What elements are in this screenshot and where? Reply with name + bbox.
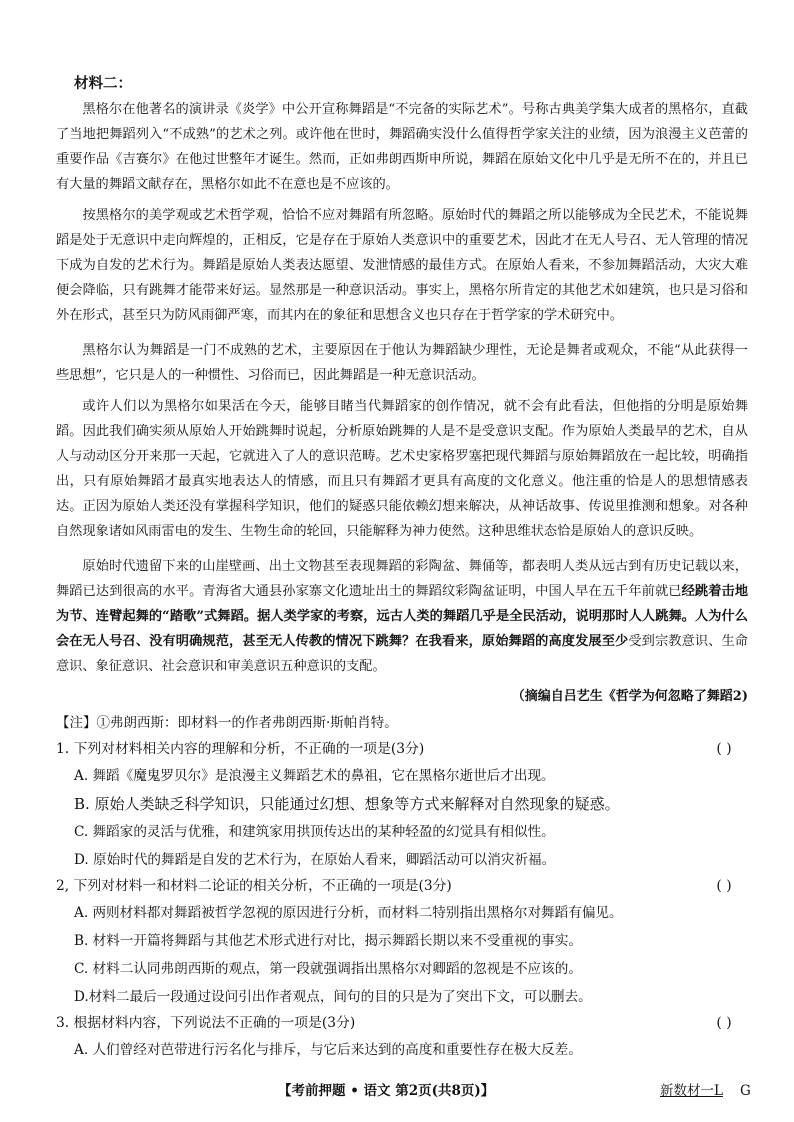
material-heading: 材料二：: [74, 75, 132, 92]
footer-letter: G: [740, 1083, 751, 1099]
question-1-stem: 1. 下列对材料相关内容的理解和分析，不正确的一项是(3分): [56, 741, 425, 757]
question-1-row: [56, 737, 748, 762]
paragraph-1: 黑格尔在他著名的演讲录《炎学》中公开宣称舞蹈是“不完备的实际艺术”。号称古典美学集大成者的黑格尔，直截了当地把舞蹈列入“不成熟”的艺术之列。或许他在世时，舞蹈确实没什么值得哲学家关注的业绩，因为浪漫主义芭蕾的重要作品《吉赛尔》在他过世整年才诞生。然而，正如弗朗西斯申所说，舞蹈在原始文化中几乎是无所不在的，并且已有大量的舞蹈文献存在，黑格尔如此不在意也是不应该的。: [56, 102, 748, 192]
paragraph-5-plain-after: 受到宗教意识、生命意识、象征意识、社会意识和审美意识五种意识的支配。: [56, 634, 748, 674]
paragraph-5: [56, 554, 748, 679]
paragraph-5-plain-before: 原始时代遗留下来的山崖壁画、出土文物甚至表现舞蹈的彩陶盆、舞俑等，都表明人类从远古到有历史记载以来，舞蹈已达到很高的水平。青海省大通县孙家寨文化遗址出土的舞蹈纹彩陶盆证明，中国人早在五千年前就已: [56, 559, 748, 599]
footer-series-label: 新数材一L: [660, 1083, 723, 1099]
question-2-option-c: C. 材料二认同弗朗西斯的观点，第一段就强调指出黑格尔对卿蹈的忽视是不应该的。: [74, 961, 582, 977]
question-3-answer-blank[interactable]: ( ): [716, 1015, 732, 1031]
question-2-option-d: D.材料二最后一段通过设问引出作者观点，间句的目的只是为了突出下文，可以删去。: [74, 989, 592, 1005]
question-2-option-b: B. 材料一开篇将舞蹈与其他艺术形式进行对比，揭示舞蹈长期以来不受重视的事实。: [74, 933, 583, 949]
question-1-option-a: A. 舞蹈《魔鬼罗贝尔》是浪漫主义舞蹈艺术的鼻祖，它在黑格尔逝世后才出现。: [74, 768, 555, 784]
question-2-option-a: A. 两则材料都对舞蹈被哲学忽视的原因进行分析，而材料二特别指出黑格尔对舞蹈有偏见。: [74, 905, 623, 921]
question-2-row: [56, 874, 748, 899]
question-1-option-b: B. 原始人类缺乏科学知识，只能通过幻想、想象等方式来解释对自然现象的疑惑。: [74, 795, 620, 813]
source-citation: （摘编自吕艺生《哲学为何忽略了舞蹈2): [511, 689, 748, 704]
question-1: [56, 737, 748, 874]
question-3-option-a: A. 人们曾经对芭带进行污名化与排斥，与它后来达到的高度和重要性存在极大反差。: [74, 1042, 582, 1058]
page-content: [56, 72, 748, 1064]
paragraph-2: 按黑格尔的美学观或艺术哲学观，恰恰不应对舞蹈有所忽略。原始时代的舞蹈之所以能够成为全民艺术，不能说舞蹈是处于无意识中走向辉煌的，正相反，它是存在于原始人类意识中的重要艺术，因此才在无人号召、无人管理的情况下成为自发的艺术行为。舞蹈是原始人类表达愿望、发泄情感的最佳方式。在原始人看来，不参加舞蹈活动，大灾大难便会降临，只有跳舞才能带来好运。显然那是一种意识活动。事实上，黑格尔所肯定的其他艺术如建筑，也只是习俗和外在形式，甚至只为防风雨御严寒，而其内在的象征和思想含义也只存在于哲学家的学术研究中。: [56, 208, 748, 323]
question-2: [56, 874, 748, 1011]
question-3-stem: 3. 根据材料内容，下列说法不正确的一项是(3分): [56, 1015, 356, 1031]
question-3: [56, 1011, 748, 1064]
paragraph-4: 或许人们以为黑格尔如果活在今天，能够目睹当代舞蹈家的创作情况，就不会有此看法，但他指的分明是原始舞蹈。因此我们确实须从原始人开始跳舞时说起，分析原始跳舞的人是不是受意识支配。作为原始人类最早的艺术，自从人与动动区分开来那一天起，它就进入了人的意识范畴。艺术史家格罗塞把现代舞蹈与原始舞蹈放在一起比较，明确指出，只有原始舞蹈才最真实地表达人的情感，而且只有舞蹈才更具有高度的文化意义。他注重的恰是人的思想情感表达。正因为原始人类还没有掌握科学知识，他们的疑惑只能依赖幻想来解决，从神话故事、传说里推测和想象。对各种自然现象诸如风雨雷电的发生、生物生命的轮回，只能解释为神力使然。这种思维状态恰是原始人的意识反映。: [56, 399, 748, 539]
question-1-option-d: D. 原始时代的舞蹈是自发的艺术行为，在原始人看来，卿蹈活动可以消灾祈福。: [74, 852, 556, 868]
paragraph-5-bold: 经跳着击地为节、连臂起舞的“踏歌”式舞蹈。据人类学家的考察，远古人类的舞蹈几乎是全民活动，说明那时人人跳舞。人为什么会在无人号召、没有明确规范，甚至无人传教的情况下跳舞？在我看来，原始舞蹈的高度发展至少: [56, 584, 749, 649]
question-2-answer-blank[interactable]: ( ): [716, 878, 732, 894]
question-3-row: [56, 1011, 748, 1036]
footnote: 【注】①弗朗西斯：即材料一的作者弗朗西斯·斯帕肖特。: [56, 715, 398, 731]
question-1-option-c: C. 舞蹈家的灵活与优雅，和建筑家用拱顶传达出的某种轻盈的幻觉具有相似性。: [74, 824, 555, 840]
question-1-answer-blank[interactable]: ( ): [716, 741, 732, 757]
paragraph-3: 黑格尔认为舞蹈是一门不成熟的艺术，主要原因在于他认为舞蹈缺少理性，无论是舞者或观众，不能“从此获得一些思想”，它只是人的一种惯性、习俗而已，因此舞蹈是一种无意识活动。: [56, 343, 748, 383]
question-2-stem: 2, 下列对材料一和材料二论证的相关分析，不正确的一项是(3分): [56, 878, 452, 894]
footer-page-info: 【考前押题 • 语文 第2页(共8页)】: [278, 1083, 495, 1099]
